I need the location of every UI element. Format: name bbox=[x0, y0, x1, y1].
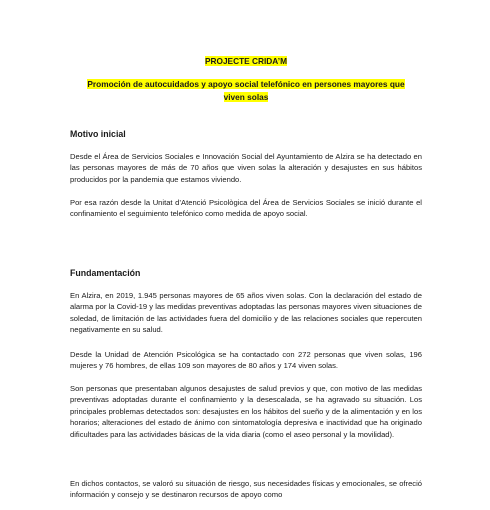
document-subtitle-line1: Promoción de autocuidados y apoyo social telefónico en persones mayores que bbox=[87, 79, 405, 89]
document-title bbox=[70, 56, 422, 66]
document-subtitle-line2: viven solas bbox=[223, 92, 269, 102]
paragraph-fundamentacion-4: En dichos contactos, se valoró su situación de riesgo, sus necesidades físicas y emocionales, se ofreció información y consejo y se destinaron recursos de apoyo como bbox=[70, 479, 422, 500]
section-heading-fundamentacion: Fundamentación bbox=[70, 268, 141, 278]
document-subtitle bbox=[70, 78, 422, 104]
section-heading-motivo: Motivo inicial bbox=[70, 129, 126, 139]
paragraph-fundamentacion-2: Desde la Unidad de Atención Psicológica se ha contactado con 272 personas que viven solas, 196 mujeres y 76 hombres, de ellas 109 son mayores de 80 años y 174 viven solas. bbox=[70, 350, 422, 371]
paragraph-fundamentacion-3: Son personas que presentaban algunos desajustes de salud previos y que, con motivo de las medidas preventivas adoptadas durante el confinamiento y la desescalada, se ha agravado su situación. Los principales problemas detectados son: desajustes en los hábitos del sueño y de la alimentación y en los horarios; alteraciones del estado de ánimo con sintomatología depresiva e inactividad que ha originado dificultades para las actividades básicas de la vida diaria (como el aseo personal y la movilidad). bbox=[70, 384, 422, 439]
paragraph-fundamentacion-1: En Alzira, en 2019, 1.945 personas mayores de 65 años viven solas. Con la declaración del estado de alarma por la Covid-19 y las medidas preventivas adoptadas las personas mayores viven situaciones de soledad, de limitación de las actividades fuera del domicilio y de las relaciones sociales que repercuten negativamente en su salud. bbox=[70, 291, 422, 335]
paragraph-motivo-2: Por esa razón desde la Unitat d’Atenció Psicològica del Área de Servicios Sociales se inició durante el confinamiento el seguimiento telefónico como medida de apoyo social. bbox=[70, 198, 422, 219]
document-title-text: PROJECTE CRIDA’M bbox=[204, 56, 288, 66]
paragraph-motivo-1: Desde el Área de Servicios Sociales e Innovación Social del Ayuntamiento de Alzira se ha detectado en las personas mayores de más de 70 años que viven solas la alteración y desajustes en sus hábitos producidos por la pandemia que estamos viviendo. bbox=[70, 152, 422, 184]
